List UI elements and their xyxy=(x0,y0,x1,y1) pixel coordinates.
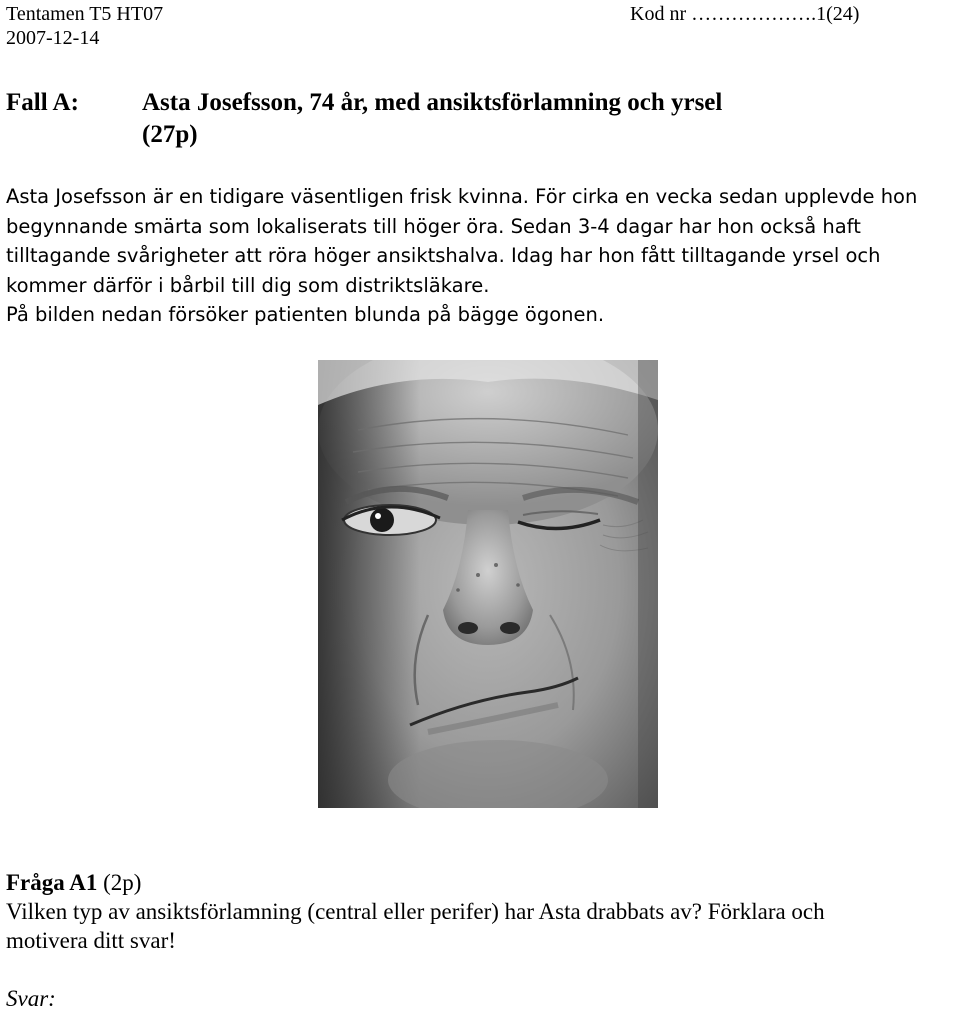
exam-title: Tentamen T5 HT07 xyxy=(6,3,164,25)
patient-face-photo xyxy=(318,360,658,808)
intro-line-3: tilltagande svårigheter att röra höger ansiktshalva. Idag har hon fått tilltagande yrsel och xyxy=(6,244,881,267)
code-number: Kod nr ……………….1(24) xyxy=(630,3,860,25)
question-text-line-2: motivera ditt svar! xyxy=(6,928,176,953)
case-title-line-2: (27p) xyxy=(142,121,198,148)
intro-line-2: begynnande smärta som lokaliserats till höger öra. Sedan 3-4 dagar har hon också haft xyxy=(6,214,861,238)
intro-line-5: På bilden nedan försöker patienten blunda på bägge ögonen. xyxy=(6,303,605,326)
case-intro xyxy=(6,182,917,330)
answer-label: Svar: xyxy=(6,986,56,1011)
case-title-line-1: Asta Josefsson, 74 år, med ansiktsförlamning och yrsel xyxy=(142,89,723,116)
question-heading xyxy=(6,868,141,898)
case-title xyxy=(142,87,942,151)
question-text-line-1: Vilken typ av ansiktsförlamning (central eller perifer) har Asta drabbats av? Förklara och xyxy=(6,899,825,924)
intro-line-4: kommer därför i bårbil till dig som distriktsläkare. xyxy=(6,273,490,297)
case-label: Fall A: xyxy=(6,89,79,116)
exam-date: 2007-12-14 xyxy=(6,27,100,49)
question-label: Fråga A1 xyxy=(6,870,98,895)
question-points: (2p) xyxy=(97,870,142,895)
intro-line-1: Asta Josefsson är en tidigare väsentligen frisk kvinna. För cirka en vecka sedan upplevde hon xyxy=(6,185,918,208)
